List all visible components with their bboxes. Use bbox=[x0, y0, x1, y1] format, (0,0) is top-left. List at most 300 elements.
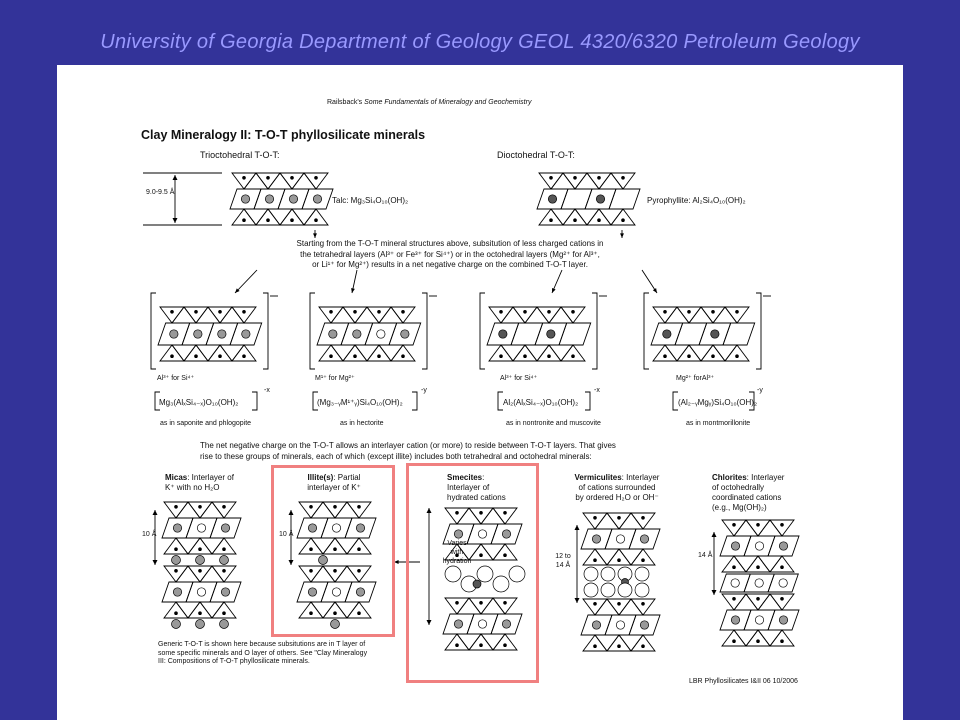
talc-top-silicon-dot bbox=[242, 176, 246, 180]
vermiculite-water bbox=[635, 567, 649, 581]
chlorite-1-top-tetrahedron bbox=[722, 520, 746, 536]
pyrophyllite-bottom-silicon-dot bbox=[621, 218, 625, 222]
nontronite-top-tetrahedron bbox=[561, 307, 585, 323]
nontronite-bottom-tetrahedron bbox=[537, 345, 561, 361]
chlorite-1-bottom-tetrahedron bbox=[770, 556, 794, 572]
chlorite-1-oct-cation bbox=[755, 542, 763, 550]
vermiculite-1-oct-cation bbox=[616, 535, 624, 543]
pyrophyllite-top-tetrahedron bbox=[539, 173, 563, 189]
nontronite-oct-octahedron bbox=[559, 323, 591, 345]
nontronite-bottom-tetrahedron bbox=[489, 345, 513, 361]
mica-2-bottom-tetrahedron-inv bbox=[200, 602, 224, 618]
vermiculite-1-top-tetrahedron bbox=[607, 513, 631, 529]
pyrophyllite-bottom-silicon-dot bbox=[597, 218, 601, 222]
vermiculite-2-top-tetrahedron bbox=[583, 599, 607, 615]
montmorillonite-oct-octahedron bbox=[675, 323, 707, 345]
mica-2-bottom-tetrahedron bbox=[164, 602, 188, 618]
hectorite-top-silicon-dot bbox=[329, 310, 333, 314]
group-vermiculites: Vermiculites: Interlayer of cations surrounded by ordered H₂O or OH⁻ bbox=[574, 473, 660, 502]
chlorite-2-top-tetrahedron-inv bbox=[758, 594, 782, 610]
vermiculite-1-bottom-silicon-dot bbox=[641, 558, 645, 562]
chlorite-1-bottom-tetrahedron bbox=[722, 556, 746, 572]
talc-top-silicon-dot bbox=[314, 176, 318, 180]
saponite-bottom-tetrahedron-inv bbox=[196, 345, 220, 361]
nontronite-bracket-left bbox=[480, 293, 485, 369]
talc-label: Talc: Mg₃Si₄O₁₀(OH)₂ bbox=[332, 196, 409, 205]
saponite-bottom-silicon-dot bbox=[194, 354, 198, 358]
nontronite-top-silicon-dot bbox=[523, 310, 527, 314]
hectorite-bottom-tetrahedron-inv bbox=[331, 345, 355, 361]
vermiculite-2-top-silicon-dot bbox=[593, 602, 597, 606]
pyrophyllite-top-silicon-dot bbox=[549, 176, 553, 180]
mica-interlayer-2-cation bbox=[196, 620, 205, 629]
mica-1-bottom-silicon-dot bbox=[222, 547, 226, 551]
chlorite-2-top-silicon-dot bbox=[732, 597, 736, 601]
hectorite-bottom-silicon-dot bbox=[353, 354, 357, 358]
nontronite-top-tetrahedron-inv bbox=[525, 307, 549, 323]
montmorillonite-bottom-tetrahedron-inv bbox=[665, 345, 689, 361]
nontronite-bracket-right bbox=[592, 293, 597, 369]
mica-1-bottom-tetrahedron bbox=[212, 538, 236, 554]
talc-top-tetrahedron-inv bbox=[268, 173, 292, 189]
mica-2-top-silicon-dot bbox=[222, 569, 226, 573]
chlorite-1-bottom-tetrahedron-inv bbox=[734, 556, 758, 572]
montmorillonite-oct-octahedron bbox=[723, 323, 755, 345]
vermiculite-2-bottom-tetrahedron-inv bbox=[619, 635, 643, 651]
montmorillonite-bottom-tetrahedron bbox=[701, 345, 725, 361]
pyrophyllite-bottom-tetrahedron bbox=[563, 209, 587, 225]
pyrophyllite-oct-octahedron bbox=[609, 189, 640, 209]
chlorite-1-top-tetrahedron bbox=[770, 520, 794, 536]
charge-1: -x bbox=[264, 387, 270, 394]
chlorite-1-bottom-silicon-dot bbox=[732, 565, 736, 569]
example-2: as in hectorite bbox=[340, 420, 384, 427]
source-line: Railsback's Some Fundamentals of Mineralogy and Geochemistry bbox=[327, 99, 532, 106]
pyrophyllite-top-tetrahedron bbox=[563, 173, 587, 189]
arrow-talc-down-head bbox=[313, 233, 317, 238]
hectorite-bottom-tetrahedron bbox=[391, 345, 415, 361]
saponite-top-silicon-dot bbox=[194, 310, 198, 314]
formula-4: (Al₂₋ᵧMgᵧ)Si₄O₁₀(OH)₂ bbox=[678, 398, 758, 407]
chlorite-2-oct-cation bbox=[779, 616, 787, 624]
montmorillonite-top-tetrahedron-inv bbox=[689, 307, 713, 323]
nontronite-top-tetrahedron-inv bbox=[501, 307, 525, 323]
hectorite-bottom-tetrahedron bbox=[367, 345, 391, 361]
talc-top-tetrahedron-inv bbox=[244, 173, 268, 189]
mica-interlayer-2-cation bbox=[172, 620, 181, 629]
saponite-oct-cation bbox=[194, 330, 202, 338]
formula-2: (Mg₃₋ᵧM¹⁺ᵧ)Si₄O₁₀(OH)₂ bbox=[317, 398, 403, 407]
pyrophyllite-top-tetrahedron bbox=[587, 173, 611, 189]
montmorillonite-bottom-tetrahedron bbox=[677, 345, 701, 361]
pyrophyllite-bottom-tetrahedron bbox=[611, 209, 635, 225]
talc-bottom-silicon-dot bbox=[290, 218, 294, 222]
saponite-top-tetrahedron bbox=[160, 307, 184, 323]
mica-2-top-tetrahedron-inv bbox=[200, 566, 224, 582]
group-illite: Illite(s): Partial interlayer of K⁺ bbox=[307, 473, 361, 492]
vermiculite-2-bottom-tetrahedron bbox=[583, 635, 607, 651]
pyrophyllite-oct-cation bbox=[548, 195, 556, 203]
vermiculite-water bbox=[584, 583, 598, 597]
nontronite-bottom-tetrahedron-inv bbox=[525, 345, 549, 361]
nontronite-bottom-silicon-dot bbox=[571, 354, 575, 358]
nontronite-oct-cation bbox=[547, 330, 555, 338]
smectite-spacing: Varies with hydration bbox=[442, 540, 472, 565]
vermiculite-2-bottom-tetrahedron bbox=[607, 635, 631, 651]
chlorite-1-oct-cation bbox=[731, 542, 739, 550]
saponite-top-tetrahedron bbox=[184, 307, 208, 323]
pyrophyllite-label: Pyrophyllite: Al₂Si₄O₁₀(OH)₂ bbox=[647, 196, 746, 205]
saponite-oct-cation bbox=[170, 330, 178, 338]
mica-1-top-tetrahedron-inv bbox=[176, 502, 200, 518]
mica-1-bottom-tetrahedron bbox=[188, 538, 212, 554]
hectorite-top-silicon-dot bbox=[401, 310, 405, 314]
pyrophyllite-bottom-silicon-dot bbox=[549, 218, 553, 222]
montmorillonite-top-tetrahedron bbox=[725, 307, 749, 323]
montmorillonite-oct-cation bbox=[711, 330, 719, 338]
chlorite-1-top-tetrahedron-inv bbox=[734, 520, 758, 536]
vermiculite-spacing-arrow-top bbox=[575, 525, 580, 530]
chlorite-1-top-silicon-dot bbox=[780, 523, 784, 527]
vermiculite-2-bottom-tetrahedron bbox=[631, 635, 655, 651]
mica-1-top-tetrahedron bbox=[188, 502, 212, 518]
pyrophyllite-bottom-tetrahedron-inv bbox=[551, 209, 575, 225]
mica-2-oct-cation bbox=[197, 588, 205, 596]
charge-4: -y bbox=[757, 387, 763, 394]
nontronite-top-silicon-dot bbox=[547, 310, 551, 314]
mica-spacing-arrow-bottom bbox=[153, 560, 158, 565]
hectorite-top-tetrahedron-inv bbox=[379, 307, 403, 323]
mica-1-top-tetrahedron bbox=[212, 502, 236, 518]
montmorillonite-bracket-right bbox=[756, 293, 761, 369]
saponite-bracket-right bbox=[263, 293, 268, 369]
chlorite-brucite-cation bbox=[731, 579, 739, 587]
mica-spacing-arrow-top bbox=[153, 510, 158, 515]
mica-2-bottom-tetrahedron-inv bbox=[176, 602, 200, 618]
sub-label-2: M¹⁺ for Mg²⁺ bbox=[315, 375, 355, 382]
mica-1-bottom-silicon-dot bbox=[198, 547, 202, 551]
montmorillonite-top-tetrahedron bbox=[653, 307, 677, 323]
nontronite-oct-cation bbox=[499, 330, 507, 338]
chlorite-spacing: 14 Å bbox=[698, 552, 713, 559]
montmorillonite-top-tetrahedron bbox=[701, 307, 725, 323]
talc-oct-cation bbox=[265, 195, 273, 203]
vermiculite-water bbox=[635, 583, 649, 597]
vermiculite-1-top-silicon-dot bbox=[641, 516, 645, 520]
nontronite-top-tetrahedron bbox=[513, 307, 537, 323]
vermiculite-1-top-tetrahedron-inv bbox=[595, 513, 619, 529]
saponite-bottom-tetrahedron-inv bbox=[220, 345, 244, 361]
mica-1-bottom-tetrahedron-inv bbox=[200, 538, 224, 554]
chlorite-2-bottom-tetrahedron-inv bbox=[734, 630, 758, 646]
chlorite-2-top-silicon-dot bbox=[756, 597, 760, 601]
talc-bottom-tetrahedron bbox=[256, 209, 280, 225]
vermiculite-2-bottom-silicon-dot bbox=[617, 644, 621, 648]
mica-2-top-tetrahedron bbox=[164, 566, 188, 582]
hectorite-oct-cation bbox=[377, 330, 385, 338]
montmorillonite-top-silicon-dot bbox=[687, 310, 691, 314]
vermiculite-2-bottom-tetrahedron-inv bbox=[595, 635, 619, 651]
vermiculite-1-top-tetrahedron bbox=[583, 513, 607, 529]
vermiculite-1-bottom-tetrahedron bbox=[607, 549, 631, 565]
chlorite-1-bottom-tetrahedron-inv bbox=[758, 556, 782, 572]
vermiculite-water bbox=[601, 583, 615, 597]
interlayer-text: The net negative charge on the T-O-T allows an interlayer cation (or more) to reside between T-O-T layers. That gives rise to these groups of minerals, each of which (except illite) includes both tetrahedral and octohedral minerals: bbox=[200, 441, 616, 461]
micas-spacing: 10 Å bbox=[142, 531, 157, 538]
hectorite-top-tetrahedron bbox=[391, 307, 415, 323]
mica-1-oct-cation bbox=[197, 524, 205, 532]
chlorite-2-top-tetrahedron-inv bbox=[734, 594, 758, 610]
vermiculite-2-top-tetrahedron-inv bbox=[619, 599, 643, 615]
mica-interlayer-2-cation bbox=[220, 620, 229, 629]
example-3: as in nontronite and muscovite bbox=[506, 420, 601, 427]
mica-1-top-silicon-dot bbox=[174, 505, 178, 509]
nontronite-bottom-tetrahedron-inv bbox=[501, 345, 525, 361]
pyrophyllite-top-tetrahedron-inv bbox=[551, 173, 575, 189]
hectorite-bracket-left bbox=[310, 293, 315, 369]
arrow-pyro-down-head bbox=[620, 233, 624, 238]
chlorite-1-top-silicon-dot bbox=[756, 523, 760, 527]
vermiculite-1-bottom-tetrahedron-inv bbox=[595, 549, 619, 565]
chlorite-1-bottom-silicon-dot bbox=[780, 565, 784, 569]
talc-top-silicon-dot bbox=[266, 176, 270, 180]
nontronite-bottom-tetrahedron bbox=[561, 345, 585, 361]
dioctahedral-label: Dioctohedral T-O-T: bbox=[497, 150, 575, 160]
chlorite-2-bottom-tetrahedron bbox=[770, 630, 794, 646]
arrow-hectorite-head bbox=[351, 288, 355, 293]
chlorite-1-top-silicon-dot bbox=[732, 523, 736, 527]
saponite-bottom-tetrahedron bbox=[160, 345, 184, 361]
montmorillonite-top-silicon-dot bbox=[663, 310, 667, 314]
vermiculite-2-oct-cation bbox=[592, 621, 600, 629]
pyrophyllite-oct-cation bbox=[596, 195, 604, 203]
talc-bottom-tetrahedron bbox=[280, 209, 304, 225]
hectorite-bottom-silicon-dot bbox=[329, 354, 333, 358]
saponite-oct-cation bbox=[242, 330, 250, 338]
mica-2-oct-cation bbox=[173, 588, 181, 596]
vermiculite-spacing-arrow-bottom bbox=[575, 598, 580, 603]
chlorite-2-bottom-tetrahedron bbox=[722, 630, 746, 646]
saponite-top-tetrahedron-inv bbox=[220, 307, 244, 323]
nontronite-bottom-tetrahedron-inv bbox=[549, 345, 573, 361]
mica-1-top-tetrahedron-inv bbox=[200, 502, 224, 518]
montmorillonite-top-silicon-dot bbox=[711, 310, 715, 314]
talc-top-tetrahedron-inv bbox=[292, 173, 316, 189]
footnote: Generic T-O-T is shown here because subsitutions are in T layer of some specific minerals and O layer of others. See "Clay Mineralogy III: Compositions of T-O-T phyllosilicate minerals. bbox=[158, 641, 368, 665]
vermiculite-1-top-silicon-dot bbox=[617, 516, 621, 520]
mica-2-bottom-silicon-dot bbox=[222, 611, 226, 615]
vermiculite-1-oct-cation bbox=[640, 535, 648, 543]
pyrophyllite-top-tetrahedron-inv bbox=[599, 173, 623, 189]
hectorite-bottom-tetrahedron-inv bbox=[379, 345, 403, 361]
formula-3: Al₂(AlₓSi₄₋ₓ)O₁₀(OH)₂ bbox=[503, 398, 579, 407]
pyrophyllite-bottom-tetrahedron-inv bbox=[599, 209, 623, 225]
vermiculite-spacing: 12 to 14 Å bbox=[555, 553, 571, 569]
saponite-top-tetrahedron bbox=[208, 307, 232, 323]
mica-2-bottom-silicon-dot bbox=[174, 611, 178, 615]
vermiculite-1-bottom-silicon-dot bbox=[617, 558, 621, 562]
chlorite-brucite-cation bbox=[755, 579, 763, 587]
pyrophyllite-top-tetrahedron-inv bbox=[575, 173, 599, 189]
hectorite-bottom-tetrahedron-inv bbox=[355, 345, 379, 361]
vermiculite-1-bottom-tetrahedron-inv bbox=[619, 549, 643, 565]
hectorite-top-tetrahedron bbox=[343, 307, 367, 323]
pyrophyllite-top-tetrahedron bbox=[611, 173, 635, 189]
talc-bottom-tetrahedron-inv bbox=[244, 209, 268, 225]
talc-bottom-tetrahedron bbox=[232, 209, 256, 225]
montmorillonite-bottom-silicon-dot bbox=[663, 354, 667, 358]
slide-title: University of Georgia Department of Geology GEOL 4320/6320 Petroleum Geology bbox=[100, 31, 860, 53]
chlorite-2-bottom-silicon-dot bbox=[756, 639, 760, 643]
talc-bottom-silicon-dot bbox=[314, 218, 318, 222]
chlorite-2-bottom-silicon-dot bbox=[780, 639, 784, 643]
chlorite-2-top-tetrahedron bbox=[722, 594, 746, 610]
saponite-bottom-tetrahedron bbox=[208, 345, 232, 361]
trioctahedral-label: Trioctohedral T-O-T: bbox=[200, 150, 280, 160]
talc-top-tetrahedron bbox=[280, 173, 304, 189]
montmorillonite-top-tetrahedron-inv bbox=[665, 307, 689, 323]
montmorillonite-bottom-tetrahedron bbox=[653, 345, 677, 361]
heading: Clay Mineralogy II: T-O-T phyllosilicate minerals bbox=[141, 128, 426, 142]
diagram-sheet bbox=[57, 65, 903, 720]
chlorite-2-oct-cation bbox=[755, 616, 763, 624]
illite-highlight-box bbox=[271, 465, 395, 637]
saponite-bottom-silicon-dot bbox=[170, 354, 174, 358]
hectorite-bottom-silicon-dot bbox=[401, 354, 405, 358]
mica-1-top-tetrahedron bbox=[164, 502, 188, 518]
charge-2: -y bbox=[421, 387, 427, 394]
saponite-bottom-silicon-dot bbox=[218, 354, 222, 358]
chlorite-1-top-tetrahedron bbox=[746, 520, 770, 536]
formula-bracket-right-1 bbox=[252, 392, 257, 410]
vermiculite-1-oct-cation bbox=[592, 535, 600, 543]
talc-oct-cation bbox=[313, 195, 321, 203]
montmorillonite-bottom-silicon-dot bbox=[735, 354, 739, 358]
nontronite-top-tetrahedron bbox=[537, 307, 561, 323]
pyrophyllite-bottom-tetrahedron bbox=[587, 209, 611, 225]
talc-top-tetrahedron bbox=[256, 173, 280, 189]
nontronite-top-silicon-dot bbox=[499, 310, 503, 314]
montmorillonite-top-tetrahedron-inv bbox=[713, 307, 737, 323]
hectorite-oct-cation bbox=[401, 330, 409, 338]
mica-interlayer-1-cation bbox=[196, 556, 205, 565]
chlorite-1-oct-cation bbox=[779, 542, 787, 550]
mica-2-top-tetrahedron-inv bbox=[176, 566, 200, 582]
saponite-top-silicon-dot bbox=[218, 310, 222, 314]
hectorite-top-silicon-dot bbox=[353, 310, 357, 314]
chlorite-2-bottom-silicon-dot bbox=[732, 639, 736, 643]
montmorillonite-bottom-tetrahedron-inv bbox=[689, 345, 713, 361]
chlorite-2-top-silicon-dot bbox=[780, 597, 784, 601]
chlorite-2-bottom-tetrahedron-inv bbox=[758, 630, 782, 646]
nontronite-top-tetrahedron-inv bbox=[549, 307, 573, 323]
mica-2-bottom-tetrahedron bbox=[212, 602, 236, 618]
vermiculite-2-oct-cation bbox=[616, 621, 624, 629]
chlorite-2-bottom-tetrahedron bbox=[746, 630, 770, 646]
montmorillonite-top-silicon-dot bbox=[735, 310, 739, 314]
credit-line: LBR Phyllosilicates I&II 06 10/2006 bbox=[689, 678, 798, 685]
talc-bottom-tetrahedron bbox=[304, 209, 328, 225]
saponite-bottom-tetrahedron-inv bbox=[172, 345, 196, 361]
hectorite-oct-cation bbox=[329, 330, 337, 338]
pyrophyllite-top-silicon-dot bbox=[597, 176, 601, 180]
group-chlorites: Chlorites: Interlayer of octohedrally coordinated cations (e.g., Mg(OH)₂) bbox=[712, 473, 785, 512]
arrow-montmorillonite-head bbox=[653, 288, 657, 293]
montmorillonite-top-tetrahedron bbox=[677, 307, 701, 323]
sub-label-3: Al³⁺ for Si⁴⁺ bbox=[500, 375, 538, 382]
mica-1-oct-cation bbox=[173, 524, 181, 532]
talc-oct-cation bbox=[289, 195, 297, 203]
chlorite-2-oct-cation bbox=[731, 616, 739, 624]
chlorite-1-bottom-silicon-dot bbox=[756, 565, 760, 569]
pyrophyllite-top-silicon-dot bbox=[573, 176, 577, 180]
example-1: as in saponite and phlogopite bbox=[160, 420, 252, 427]
hectorite-bottom-silicon-dot bbox=[377, 354, 381, 358]
nontronite-top-tetrahedron bbox=[489, 307, 513, 323]
formula-bracket-right-2 bbox=[412, 392, 417, 410]
pyrophyllite-oct-octahedron bbox=[561, 189, 592, 209]
vermiculite-water bbox=[618, 583, 632, 597]
vermiculite-1-top-silicon-dot bbox=[593, 516, 597, 520]
hectorite-top-silicon-dot bbox=[377, 310, 381, 314]
vermiculite-1-bottom-tetrahedron bbox=[583, 549, 607, 565]
saponite-top-tetrahedron bbox=[232, 307, 256, 323]
vermiculite-water bbox=[601, 567, 615, 581]
mica-2-top-tetrahedron bbox=[188, 566, 212, 582]
montmorillonite-bottom-silicon-dot bbox=[687, 354, 691, 358]
mica-2-top-silicon-dot bbox=[174, 569, 178, 573]
hectorite-top-tetrahedron-inv bbox=[331, 307, 355, 323]
nontronite-oct-octahedron bbox=[511, 323, 543, 345]
spacing-label: 9.0-9.5 Å bbox=[146, 189, 175, 196]
chlorite-2-top-tetrahedron bbox=[770, 594, 794, 610]
talc-spacing-arrow-top bbox=[173, 175, 178, 180]
vermiculite-2-bottom-silicon-dot bbox=[641, 644, 645, 648]
arrow-saponite-shaft bbox=[235, 270, 257, 293]
mica-1-oct-cation bbox=[221, 524, 229, 532]
montmorillonite-oct-cation bbox=[663, 330, 671, 338]
saponite-bottom-tetrahedron bbox=[184, 345, 208, 361]
pyrophyllite-bottom-tetrahedron bbox=[539, 209, 563, 225]
nontronite-bottom-silicon-dot bbox=[547, 354, 551, 358]
mica-2-top-tetrahedron bbox=[212, 566, 236, 582]
chlorite-1-bottom-tetrahedron bbox=[746, 556, 770, 572]
formula-bracket-right-3 bbox=[585, 392, 590, 410]
saponite-bracket-left bbox=[151, 293, 156, 369]
chlorite-spacing-arrow-top bbox=[712, 532, 717, 537]
vermiculite-2-bottom-silicon-dot bbox=[593, 644, 597, 648]
hectorite-top-tetrahedron-inv bbox=[355, 307, 379, 323]
saponite-oct-cation bbox=[218, 330, 226, 338]
vermiculite-1-bottom-tetrahedron bbox=[631, 549, 655, 565]
substitution-text: Starting from the T-O-T mineral structures above, subsitution of less charged cations in the tetrahedral layers (Al³⁺ or Fe³⁺ for Si⁴⁺) or in the octohedral layers (Mg²⁺ for Al³⁺, or Li¹⁺ for Mg²⁺) results in a net negative charge on the combined T-O-T layer. bbox=[296, 239, 604, 269]
talc-spacing-arrow-bottom bbox=[173, 218, 178, 223]
talc-bottom-silicon-dot bbox=[266, 218, 270, 222]
mica-2-bottom-silicon-dot bbox=[198, 611, 202, 615]
hectorite-bracket-right bbox=[422, 293, 427, 369]
saponite-top-silicon-dot bbox=[170, 310, 174, 314]
sub-label-1: Al³⁺ for Si⁴⁺ bbox=[157, 375, 195, 382]
mica-2-oct-cation bbox=[221, 588, 229, 596]
saponite-bottom-silicon-dot bbox=[242, 354, 246, 358]
vermiculite-2-top-silicon-dot bbox=[641, 602, 645, 606]
chlorite-1-top-tetrahedron-inv bbox=[758, 520, 782, 536]
vermiculite-2-oct-cation bbox=[640, 621, 648, 629]
hectorite-top-tetrahedron bbox=[367, 307, 391, 323]
mica-1-bottom-tetrahedron-inv bbox=[176, 538, 200, 554]
mica-interlayer-1-cation bbox=[220, 556, 229, 565]
vermiculite-1-top-tetrahedron bbox=[631, 513, 655, 529]
